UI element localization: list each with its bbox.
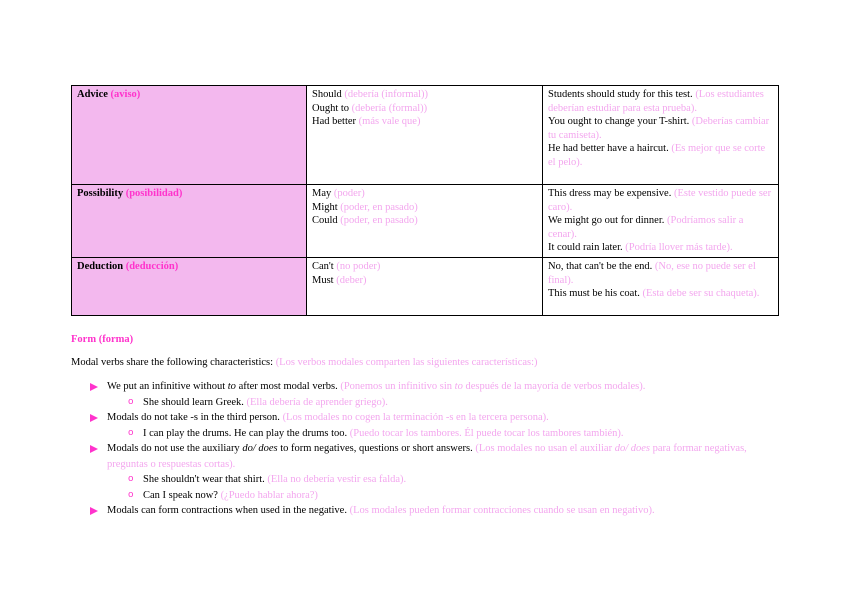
translation-text: (Los modales no usan el auxiliar	[475, 443, 615, 454]
list-item	[90, 441, 780, 503]
category-translation: (posibilidad)	[125, 188, 183, 199]
example-translation: (Ella no debería vestir esa falda).	[267, 474, 407, 485]
circle-bullet-icon: o	[128, 489, 134, 500]
verb: Had better	[312, 116, 357, 128]
intro-text: Modal verbs share the following characteristics:	[71, 357, 274, 368]
translation-emphasis: to	[454, 381, 463, 392]
verb-translation: (debería (formal))	[351, 102, 428, 114]
rule-text: to form negatives, questions or short answers.	[277, 443, 473, 454]
rules-list	[90, 379, 780, 519]
example-text: You ought to change your T-shirt.	[548, 116, 690, 128]
list-item	[90, 379, 780, 410]
list-item	[90, 410, 780, 441]
modal-verbs-table	[71, 85, 779, 316]
translation-text: (Ponemos un infinitivo sin	[340, 381, 455, 392]
category-translation: (aviso)	[110, 89, 141, 100]
category-translation: (deducción)	[125, 260, 179, 272]
list-item	[90, 503, 780, 519]
arrow-bullet-icon	[90, 383, 98, 391]
rule-translation: (Los modales pueden formar contracciones cuando se usan en negativo).	[349, 505, 655, 516]
example-text: Students should study for this test.	[548, 89, 693, 100]
example-text: I can play the drums. He can play the drums too.	[143, 427, 348, 439]
verb-line	[312, 187, 537, 201]
example-translation: (No, ese no puede ser el final).	[548, 260, 756, 286]
example-text: She shouldn't wear that shirt.	[143, 474, 265, 485]
example	[548, 88, 773, 115]
example-translation: (Los estudiantes deberían estudiar para esta prueba).	[548, 89, 764, 114]
verb-line	[312, 214, 537, 228]
example-translation: (Es mejor que se corte el pelo).	[548, 143, 766, 168]
category-cell	[72, 185, 307, 258]
category-cell	[72, 86, 307, 185]
example-translation: (Este vestido puede ser caro).	[548, 188, 772, 213]
verb-line	[312, 88, 537, 102]
arrow-bullet-icon	[90, 445, 98, 453]
intro-translation: (Los verbos modales comparten las siguientes características:)	[275, 357, 538, 368]
circle-bullet-icon: o	[128, 396, 134, 407]
rule-emphasis: to	[227, 381, 236, 392]
verbs-cell	[307, 257, 543, 315]
example-text: No, that can't be the end.	[548, 260, 653, 272]
verb-translation: (más vale que)	[358, 116, 421, 128]
verb-line	[312, 274, 537, 288]
verb: Could	[312, 215, 338, 227]
verb: Must	[312, 274, 334, 286]
example-text: It could rain later.	[548, 242, 623, 254]
verb-line	[312, 260, 537, 274]
example	[548, 115, 773, 142]
example-text: This dress may be expensive.	[548, 188, 672, 199]
list-item	[107, 488, 780, 504]
example-translation: (Esta debe ser su chaqueta).	[642, 288, 760, 300]
example	[548, 187, 773, 214]
verb: May	[312, 188, 332, 199]
verb-line	[312, 115, 537, 129]
rule-text: Modals do not take -s in the third person.	[107, 412, 280, 423]
circle-bullet-icon: o	[128, 427, 134, 438]
arrow-bullet-icon	[90, 414, 98, 422]
verb-translation: (poder)	[333, 188, 365, 199]
rule-text: Modals do not use the auxiliary	[107, 443, 243, 454]
table-row	[72, 185, 779, 258]
example-list	[107, 426, 780, 442]
example-text: We might go out for dinner.	[548, 215, 665, 227]
translation-text: para formar negativas, preguntas o respuestas cortas).	[107, 443, 747, 470]
list-item	[107, 395, 780, 411]
category-label: Possibility	[77, 188, 124, 199]
list-item	[107, 472, 780, 488]
example-translation: (Podría llover más tarde).	[625, 242, 733, 254]
verbs-cell	[307, 86, 543, 185]
example-list	[107, 395, 780, 411]
rule-text: after most modal verbs.	[235, 381, 338, 392]
verb: Ought to	[312, 102, 350, 114]
example	[548, 287, 773, 301]
verb-translation: (no poder)	[336, 260, 381, 272]
verb: Should	[312, 89, 342, 100]
verb-translation: (deber)	[336, 274, 367, 286]
rule-translation: (Los modales no cogen la terminación -s en la tercera persona).	[282, 412, 549, 423]
category-label: Deduction	[77, 260, 124, 272]
verb-translation: (poder, en pasado)	[340, 201, 418, 213]
example-translation: (Podríamos salir a cenar).	[548, 215, 744, 240]
example-translation: (¿Puedo hablar ahora?)	[220, 489, 318, 501]
circle-bullet-icon: o	[128, 474, 134, 484]
example-text: Can I speak now?	[143, 489, 218, 501]
category-cell	[72, 257, 307, 315]
table-row	[72, 257, 779, 315]
example	[548, 241, 773, 255]
arrow-bullet-icon	[90, 507, 98, 515]
examples-cell	[543, 86, 779, 185]
verb-translation: (debería (informal))	[344, 89, 429, 100]
example	[548, 214, 773, 241]
example-translation: (Ella debería de aprender griego).	[246, 396, 388, 408]
translation-text: después de la mayoría de verbos modales).	[462, 381, 646, 392]
example	[548, 142, 773, 169]
example-text: This must be his coat.	[548, 288, 640, 300]
translation-emphasis: do/ does	[614, 443, 651, 454]
rule-translation	[340, 381, 645, 392]
examples-cell	[543, 257, 779, 315]
verb-line	[312, 201, 537, 215]
section-title-translation: (forma)	[98, 334, 134, 345]
example-text: She should learn Greek.	[143, 396, 244, 408]
rule-text: Modals can form contractions when used in the negative.	[107, 505, 347, 516]
list-item	[107, 426, 780, 442]
verb: Might	[312, 201, 338, 213]
example-translation: (Puedo tocar los tambores. Él puede tocar los tambores también).	[349, 427, 624, 439]
example-text: He had better have a haircut.	[548, 143, 669, 155]
verbs-cell	[307, 185, 543, 258]
verb: Can't	[312, 260, 334, 272]
examples-cell	[543, 185, 779, 258]
rule-text: We put an infinitive without	[107, 381, 228, 392]
category-label: Advice	[77, 89, 108, 100]
example	[548, 260, 773, 287]
rule-emphasis: do/ does	[242, 443, 278, 454]
verb-line	[312, 102, 537, 116]
table-row	[72, 86, 779, 185]
section-title	[71, 334, 133, 345]
example-translation: (Deberías cambiar tu camiseta).	[548, 116, 770, 141]
intro-paragraph	[71, 357, 538, 368]
example-list	[107, 472, 780, 503]
section-title-text: Form	[71, 334, 97, 345]
verb-translation: (poder, en pasado)	[340, 215, 418, 227]
